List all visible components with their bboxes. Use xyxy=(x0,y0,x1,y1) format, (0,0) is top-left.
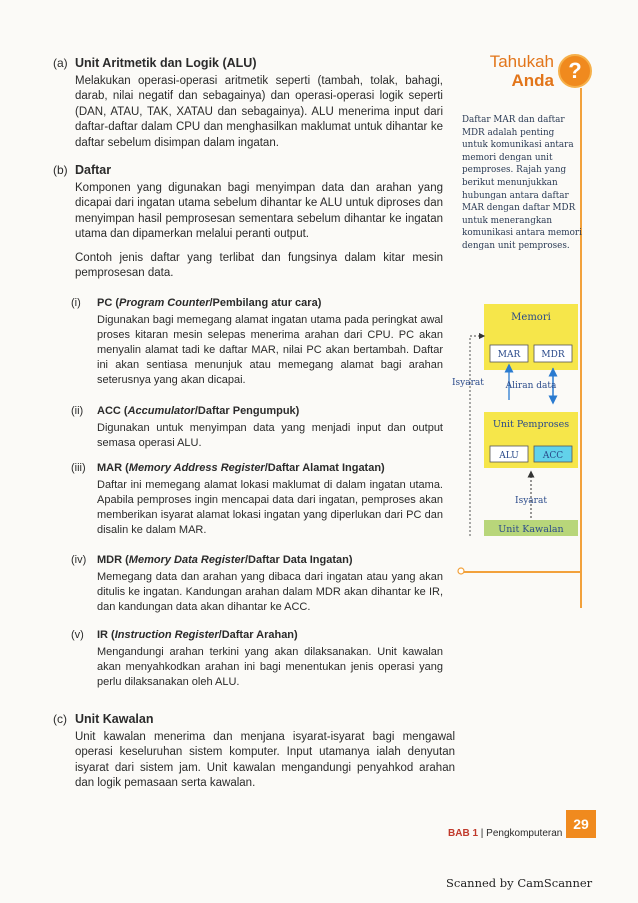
item-heading: IR (Instruction Register/Daftar Arahan) xyxy=(97,629,298,641)
item-number: (iii) xyxy=(71,462,86,474)
section-body: Melakukan operasi-operasi aritmetik seperti (tambah, tolak, bahagi, darab, nilai negatif dan sebagainya) dan operasi-operasi logik seperti (DAN, ATAU, TAK, XATAU dan sebagainya). ALU menerima input dari daftar-daftar dalam CPU dan menghasilkan maklumat untuk dihantar ke daftar sebelum disimpan dalam ingatan. xyxy=(75,74,443,149)
sidebar-title-line2: Anda xyxy=(511,71,554,90)
acc-label: ACC xyxy=(542,451,564,461)
item-term: Memory Data Register xyxy=(128,554,245,566)
item-abbr: IR xyxy=(97,629,108,641)
item-body: Memegang data dan arahan yang dibaca dari ingatan atau yang akan ditulis ke ingatan. Kandungan arahan dalam MDR akan dihantar ke IR, dan kandungan data akan dihantar ke ACC. xyxy=(97,571,443,613)
section-heading: Unit Kawalan xyxy=(75,712,154,726)
item-abbr: MDR xyxy=(97,554,123,566)
isyarat-bottom-label: Isyarat xyxy=(515,496,547,506)
section-heading: Daftar xyxy=(75,163,112,177)
question-mark-icon: ? xyxy=(558,54,592,88)
section-letter: (b) xyxy=(53,163,68,177)
item-abbr: PC xyxy=(97,297,113,309)
page-footer: BAB 1 | Pengkomputeran xyxy=(448,828,563,839)
section-body: Komponen yang digunakan bagi menyimpan data dan arahan yang dicapai dari ingatan utama sebelum dihantar ke ALU untuk diproses dan menyimpan hasil pemprosesan sementara sebelum dihantar ke ingatan utama dan dipamerkan melalui peranti output. xyxy=(75,181,443,240)
item-malay: /Daftar Alamat Ingatan) xyxy=(264,462,385,474)
item-abbr: ACC xyxy=(97,405,121,417)
item-heading: MDR (Memory Data Register/Daftar Data Ingatan) xyxy=(97,554,353,566)
page-number: 29 xyxy=(566,810,596,838)
unit-kawalan-label: Unit Kawalan xyxy=(498,524,564,535)
item-body: Digunakan untuk menyimpan data yang menjadi input dan output semasa operasi ALU. xyxy=(97,422,443,449)
item-heading: MAR (Memory Address Register/Daftar Alamat Ingatan) xyxy=(97,462,385,474)
mdr-label: MDR xyxy=(541,350,565,360)
item-number: (v) xyxy=(71,629,84,641)
scanner-watermark: Scanned by CamScanner xyxy=(446,876,593,890)
sidebar-end-dot xyxy=(458,568,464,574)
memori-label: Memori xyxy=(511,312,551,323)
chapter-label: BAB 1 xyxy=(448,828,479,839)
aliran-data-label: Aliran data xyxy=(505,381,557,391)
item-body: Mengandungi arahan terkini yang akan dilaksanakan. Unit kawalan akan menyahkodkan arahan ini bagi menentukan jenis operasi yang perlu dilaksanakan oleh ALU. xyxy=(97,646,443,688)
item-term: Instruction Register xyxy=(114,629,219,641)
item-malay: /Daftar Data Ingatan) xyxy=(244,554,353,566)
item-heading: PC (Program Counter/Pembilang atur cara) xyxy=(97,297,322,309)
item-malay: /Pembilang atur cara) xyxy=(209,297,322,309)
item-body: Digunakan bagi memegang alamat ingatan utama pada peringkat awal proses kitaran mesin selepas menerima arahan dari CPU. PC akan menyalin alamat tadi ke daftar MAR, nilai PC akan bertambah. Daftar ini akan sentiasa menunjuk atau memegang alamat bagi arahan seterusnya yang akan dicapai. xyxy=(97,314,443,386)
item-malay: /Daftar Pengumpuk) xyxy=(194,405,300,417)
sidebar-title-line1: Tahukah xyxy=(489,52,554,71)
section-letter: (a) xyxy=(53,56,68,70)
mar-label: MAR xyxy=(497,350,521,360)
section-heading: Unit Aritmetik dan Logik (ALU) xyxy=(75,56,257,70)
item-malay: /Daftar Arahan) xyxy=(218,629,298,641)
unit-pemproses-label: Unit Pemproses xyxy=(492,419,570,430)
item-heading: ACC (Accumulator/Daftar Pengumpuk) xyxy=(97,405,300,417)
isyarat-left-label: Isyarat xyxy=(452,378,484,388)
item-number: (ii) xyxy=(71,405,84,417)
item-abbr: MAR xyxy=(97,462,123,474)
item-body: Daftar ini memegang alamat lokasi maklumat di dalam ingatan utama. Apabila pemproses ingin mencapai data dari ingatan, pemproses akan memberikan isyarat alamat lokasi ingatan yang diperlukan dari PC dan disalin ke dalam MAR. xyxy=(97,479,443,536)
item-term: Memory Address Register xyxy=(128,462,265,474)
section-body: Unit kawalan menerima dan menjana isyarat-isyarat bagi mengawal operasi keseluruhan sistem komputer. Input utamanya ialah denyutan isyarat dari sistem jam. Unit kawalan mengandungi penyahkod arahan dan logik pemasaan serta kawalan. xyxy=(75,730,455,789)
item-number: (iv) xyxy=(71,554,87,566)
alu-label: ALU xyxy=(499,451,519,461)
section-letter: (c) xyxy=(53,712,67,726)
item-term: Accumulator xyxy=(127,405,195,417)
sidebar-text: Daftar MAR dan daftar MDR adalah penting untuk komunikasi antara memori dengan unit pemproses. Rajah yang berikut menunjukkan hubungan antara daftar MAR dengan daftar MDR untuk menerangkan komunikasi antara memori dengan unit pemproses. xyxy=(462,115,582,251)
section-intro: Contoh jenis daftar yang terlibat dan fungsinya dalam kitar mesin pemprosesan data. xyxy=(75,251,443,279)
item-number: (i) xyxy=(71,297,81,309)
chapter-title: Pengkomputeran xyxy=(486,828,563,839)
item-term: Program Counter xyxy=(119,297,210,309)
